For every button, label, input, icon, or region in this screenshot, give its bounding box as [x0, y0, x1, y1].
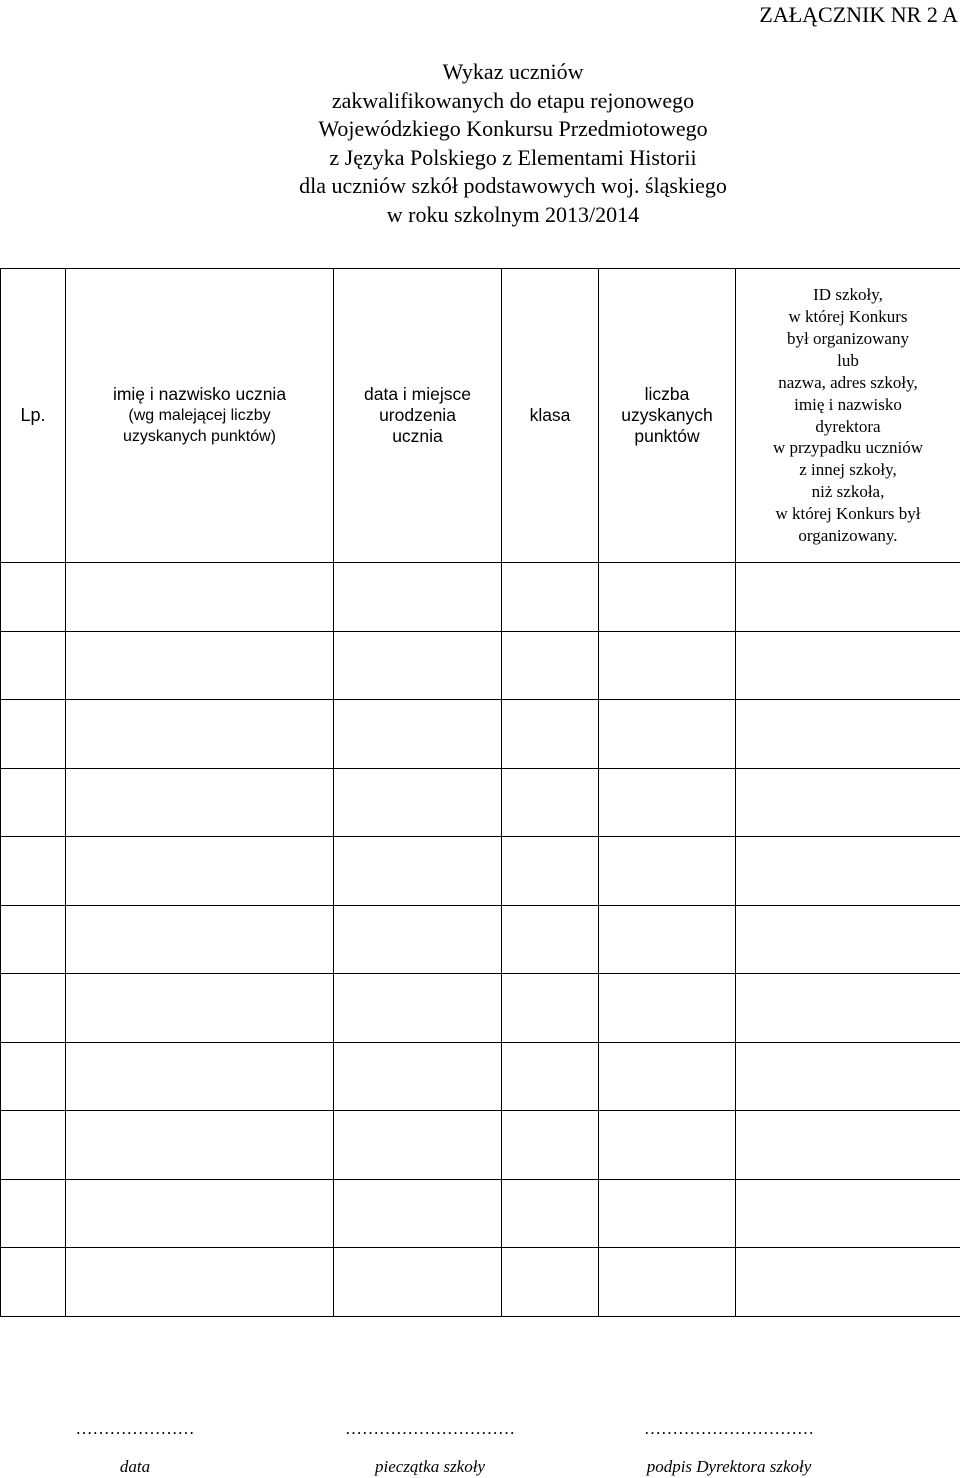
table-cell: [1, 837, 66, 906]
table-cell: [599, 1042, 736, 1111]
table-cell: [66, 1248, 334, 1317]
header-line: nazwa, adres szkoły,: [736, 372, 960, 394]
table-cell: [599, 905, 736, 974]
header-line: organizowany.: [736, 525, 960, 547]
table-cell: [502, 1179, 599, 1248]
signature-dots: …………………………: [318, 1418, 542, 1440]
signature-stamp: [318, 1418, 542, 1478]
table-cell: [502, 563, 599, 632]
table-cell: [334, 974, 502, 1043]
table-cell: [66, 1179, 334, 1248]
signature-label: podpis Dyrektora szkoły: [604, 1456, 854, 1478]
title-line: dla uczniów szkół podstawowych woj. śląskiego: [0, 172, 960, 201]
table-cell: [334, 1248, 502, 1317]
table-cell: [736, 631, 960, 700]
table-cell: [66, 974, 334, 1043]
title-line: w roku szkolnym 2013/2014: [0, 201, 960, 230]
table-cell: [334, 1042, 502, 1111]
table-cell: [736, 768, 960, 837]
table-row: [1, 768, 960, 837]
table-cell: [599, 1179, 736, 1248]
table-cell: [502, 1248, 599, 1317]
header-line: w przypadku uczniów: [736, 437, 960, 459]
table-cell: [502, 905, 599, 974]
table-cell: [502, 974, 599, 1043]
table-cell: [334, 905, 502, 974]
table-row: [1, 563, 960, 632]
table-cell: [599, 700, 736, 769]
table-row: [1, 974, 960, 1043]
table-cell: [66, 631, 334, 700]
table-cell: [334, 1179, 502, 1248]
signature-label: data: [55, 1456, 215, 1478]
table-cell: [599, 768, 736, 837]
header-birth: [334, 269, 502, 563]
table-cell: [1, 700, 66, 769]
table-cell: [1, 1248, 66, 1317]
table-cell: [599, 1248, 736, 1317]
table-cell: [334, 700, 502, 769]
table-cell: [502, 1111, 599, 1180]
title-line: zakwalifikowanych do etapu rejonowego: [0, 87, 960, 116]
table-row: [1, 905, 960, 974]
table-cell: [502, 1042, 599, 1111]
table-cell: [736, 974, 960, 1043]
header-line: w której Konkurs był: [736, 503, 960, 525]
table-cell: [1, 905, 66, 974]
header-line: urodzenia: [334, 405, 501, 426]
table-cell: [736, 837, 960, 906]
header-line: był organizowany: [736, 328, 960, 350]
header-line: data i miejsce: [334, 384, 501, 405]
title-line: Wykaz uczniów: [0, 58, 960, 87]
table-cell: [334, 631, 502, 700]
table-cell: [66, 905, 334, 974]
table-row: [1, 837, 960, 906]
table-cell: [66, 563, 334, 632]
header-line: uzyskanych punktów): [66, 426, 333, 447]
table-cell: [334, 837, 502, 906]
table-cell: [66, 1111, 334, 1180]
table-cell: [736, 1042, 960, 1111]
table-cell: [66, 768, 334, 837]
signature-label: pieczątka szkoły: [318, 1456, 542, 1478]
header-student-name: [66, 269, 334, 563]
table-cell: [736, 1111, 960, 1180]
header-line: punktów: [599, 426, 735, 447]
header-line: niż szkoła,: [736, 481, 960, 503]
header-points: [599, 269, 736, 563]
table-cell: [1, 768, 66, 837]
title-line: z Języka Polskiego z Elementami Historii: [0, 144, 960, 173]
signature-date: [55, 1418, 215, 1478]
table-row: [1, 1248, 960, 1317]
annex-label: ZAŁĄCZNIK NR 2 A: [759, 2, 958, 28]
header-line: ID szkoły,: [736, 284, 960, 306]
table-cell: [1, 563, 66, 632]
header-line: imię i nazwisko ucznia: [66, 384, 333, 405]
header-line: w której Konkurs: [736, 306, 960, 328]
table-cell: [736, 905, 960, 974]
table-cell: [1, 974, 66, 1043]
table-cell: [736, 563, 960, 632]
signature-dots: …………………: [55, 1418, 215, 1440]
table-cell: [736, 700, 960, 769]
table-row: [1, 700, 960, 769]
table-cell: [599, 837, 736, 906]
table-cell: [334, 768, 502, 837]
table-cell: [502, 631, 599, 700]
table-cell: [66, 1042, 334, 1111]
header-line: uzyskanych: [599, 405, 735, 426]
students-table: [0, 268, 960, 1317]
table-row: [1, 631, 960, 700]
header-line: dyrektora: [736, 416, 960, 438]
header-line: z innej szkoły,: [736, 459, 960, 481]
table-row: [1, 1111, 960, 1180]
header-line: imię i nazwisko: [736, 394, 960, 416]
header-class: klasa: [502, 269, 599, 563]
table-cell: [334, 563, 502, 632]
table-cell: [599, 1111, 736, 1180]
header-line: liczba: [599, 384, 735, 405]
table-cell: [736, 1179, 960, 1248]
signature-director: [604, 1418, 854, 1478]
table-cell: [66, 837, 334, 906]
table-cell: [1, 631, 66, 700]
table-cell: [502, 700, 599, 769]
document-title: [0, 58, 960, 230]
header-school: [736, 269, 960, 563]
table-cell: [334, 1111, 502, 1180]
table-cell: [1, 1111, 66, 1180]
table-cell: [502, 768, 599, 837]
table-cell: [736, 1248, 960, 1317]
table-cell: [1, 1179, 66, 1248]
table-cell: [599, 974, 736, 1043]
header-lp: Lp.: [1, 269, 66, 563]
header-line: ucznia: [334, 426, 501, 447]
table-row: [1, 1042, 960, 1111]
table-cell: [599, 631, 736, 700]
table-row: [1, 1179, 960, 1248]
header-line: (wg malejącej liczby: [66, 405, 333, 426]
header-line: lub: [736, 350, 960, 372]
table-header-row: [1, 269, 960, 563]
table-cell: [502, 837, 599, 906]
title-line: Wojewódzkiego Konkursu Przedmiotowego: [0, 115, 960, 144]
table-cell: [599, 563, 736, 632]
signature-dots: …………………………: [604, 1418, 854, 1440]
table-cell: [1, 1042, 66, 1111]
table-cell: [66, 700, 334, 769]
